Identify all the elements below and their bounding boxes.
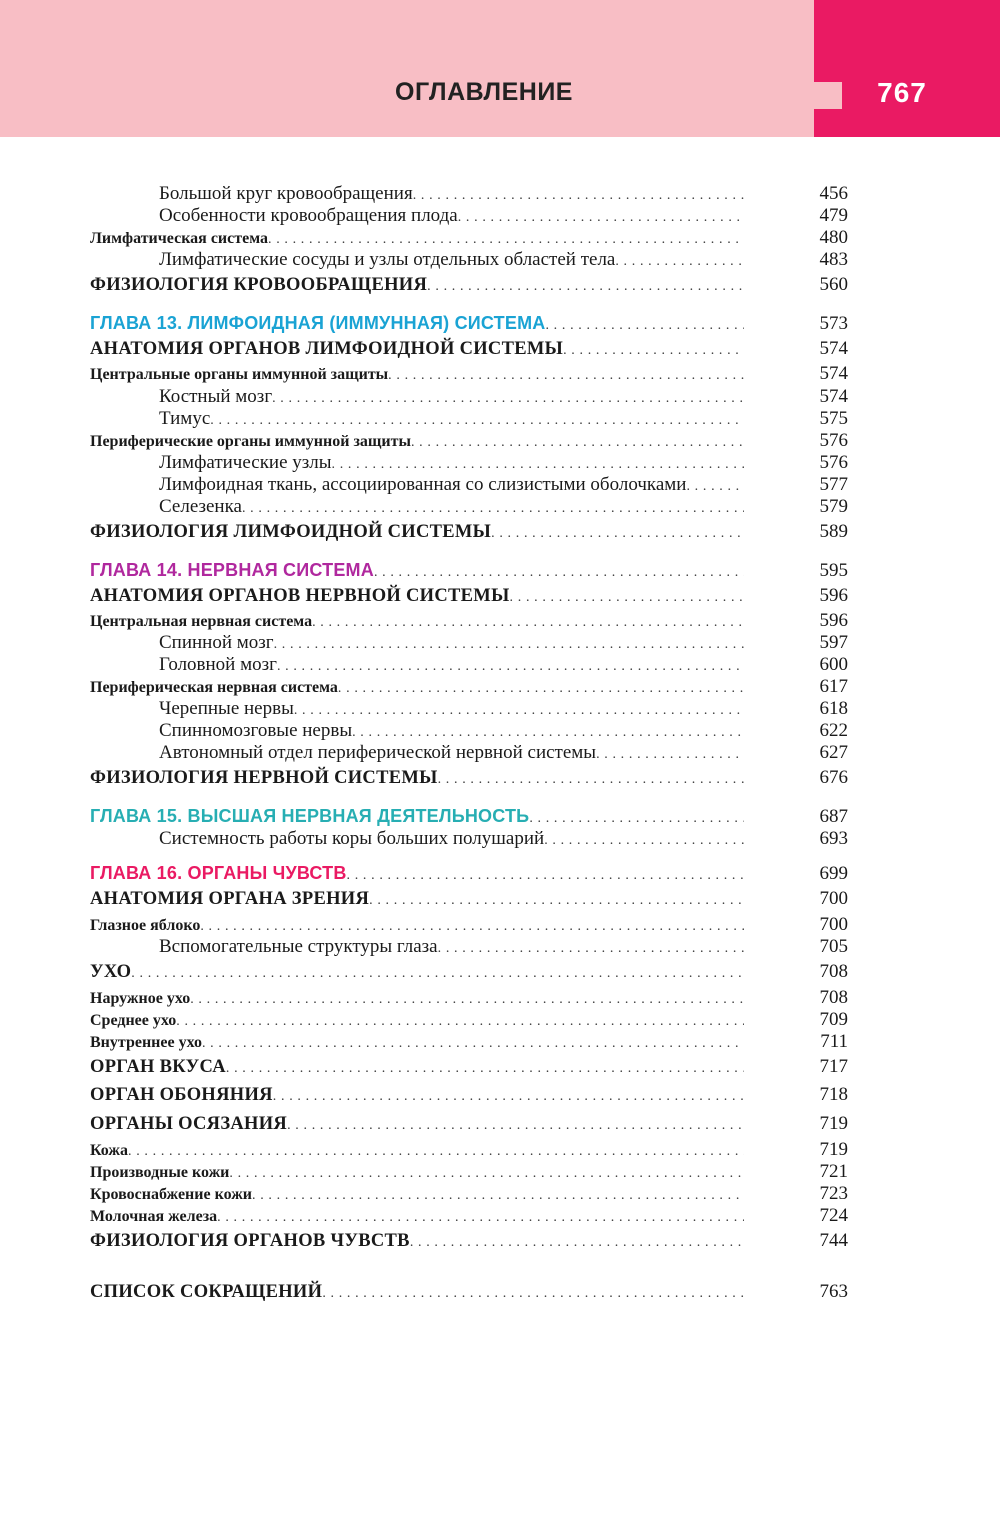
toc-entry-label: Кожа (90, 1142, 129, 1159)
toc-entry (90, 1113, 848, 1137)
toc-entry (90, 1056, 848, 1080)
toc-leader-dots (410, 1233, 744, 1251)
toc-entry-label: ФИЗИОЛОГИЯ КРОВООБРАЩЕНИЯ (90, 275, 428, 295)
toc-entry (159, 386, 848, 410)
toc-leader-dots (217, 1208, 743, 1226)
toc-leader-dots (374, 563, 744, 581)
toc-leader-dots (190, 990, 743, 1008)
toc-leader-dots (312, 613, 743, 631)
toc-leader-dots (491, 524, 743, 542)
toc-entry (159, 452, 848, 476)
toc-entry (159, 496, 848, 520)
toc-entry-page: 600 (819, 654, 848, 675)
toc-leader-dots (202, 1034, 744, 1052)
toc-leader-dots (287, 1116, 743, 1134)
toc-leader-dots (131, 964, 743, 982)
toc-entry-label: Вспомогательные структуры глаза (159, 936, 438, 957)
toc-entry-page: 711 (820, 1031, 848, 1052)
toc-entry-label: Головной мозг (159, 654, 277, 675)
page-number: 767 (877, 77, 927, 108)
toc-entry-label: Костный мозг (159, 386, 273, 407)
toc-leader-dots (226, 1059, 744, 1077)
toc-entry (90, 1161, 848, 1185)
toc-entry (90, 1084, 848, 1108)
toc-entry (90, 987, 848, 1011)
toc-entry (159, 474, 848, 498)
toc-entry-page: 687 (819, 806, 848, 827)
toc-entry-label: АНАТОМИЯ ОРГАНОВ НЕРВНОЙ СИСТЕМЫ (90, 586, 510, 606)
toc-leader-dots (242, 499, 744, 517)
toc-entry-label: ГЛАВА 15. ВЫСШАЯ НЕРВНАЯ ДЕЯТЕЛЬНОСТЬ (90, 806, 530, 826)
toc-leader-dots (268, 230, 744, 248)
toc-entry-page: 744 (819, 1230, 848, 1251)
toc-leader-dots (128, 1142, 743, 1160)
toc-entry-page: 577 (819, 474, 848, 495)
toc-entry-label: ФИЗИОЛОГИЯ ОРГАНОВ ЧУВСТВ (90, 1231, 410, 1251)
toc-entry-label: АНАТОМИЯ ОРГАНОВ ЛИМФОИДНОЙ СИСТЕМЫ (90, 339, 564, 359)
toc-leader-dots (411, 433, 744, 451)
toc-entry (90, 1009, 848, 1033)
toc-entry-page: 479 (819, 205, 848, 226)
toc-entry (159, 936, 848, 960)
toc-entry-page: 574 (819, 386, 848, 407)
toc-entry (90, 338, 848, 362)
toc-entry-page: 724 (819, 1205, 848, 1226)
toc-leader-dots (252, 1186, 743, 1204)
toc-leader-dots (338, 679, 744, 697)
toc-entry (90, 961, 848, 985)
toc-entry (159, 249, 848, 273)
toc-entry (159, 742, 848, 766)
toc-entry-label: Автономный отдел периферической нервной системы (159, 742, 597, 763)
toc-entry-page: 480 (819, 227, 848, 248)
toc-entry-label: Центральные органы иммунной защиты (90, 366, 389, 383)
toc-entry-page: 622 (819, 720, 848, 741)
toc-entry-label: Спинномозговые нервы (159, 720, 353, 741)
toc-entry (90, 1205, 848, 1229)
toc-entry (90, 1139, 848, 1163)
toc-entry (90, 274, 848, 298)
toc-entry (90, 914, 848, 938)
toc-entry-page: 709 (819, 1009, 848, 1030)
toc-entry-page: 693 (819, 828, 848, 849)
toc-entry (159, 698, 848, 722)
toc-leader-dots (686, 477, 743, 495)
toc-entry-label: Лимфатические узлы (159, 452, 332, 473)
toc-entry-page: 708 (819, 987, 848, 1008)
toc-entry-page: 595 (819, 560, 848, 581)
toc-leader-dots (369, 891, 743, 909)
toc-entry-page: 483 (819, 249, 848, 270)
toc-entry-label: ОРГАН ВКУСА (90, 1057, 226, 1077)
toc-entry-page: 700 (819, 914, 848, 935)
toc-entry-label: Селезенка (159, 496, 242, 517)
toc-leader-dots (438, 939, 744, 957)
toc-entry-page: 575 (819, 408, 848, 429)
toc-leader-dots (272, 389, 743, 407)
toc-entry-label: Кровоснабжение кожи (90, 1186, 253, 1203)
toc-entry-page: 597 (819, 632, 848, 653)
toc-entry-page: 676 (819, 767, 848, 788)
toc-entry-page: 579 (819, 496, 848, 517)
toc-leader-dots (274, 635, 744, 653)
toc-entry (90, 227, 848, 251)
toc-entry (90, 863, 848, 887)
toc-entry-page: 721 (819, 1161, 848, 1182)
toc-entry-page: 574 (819, 363, 848, 384)
toc-entry-label: Молочная железа (90, 1208, 218, 1225)
toc-leader-dots (563, 341, 743, 359)
toc-entry (159, 654, 848, 678)
toc-entry-page: 560 (819, 274, 848, 295)
toc-entry-page: 699 (819, 863, 848, 884)
toc-leader-dots (510, 588, 744, 606)
toc-entry-page: 705 (819, 936, 848, 957)
toc-entry-page: 719 (819, 1139, 848, 1160)
toc-entry-page: 717 (819, 1056, 848, 1077)
toc-entry (90, 610, 848, 634)
toc-entry (90, 888, 848, 912)
toc-leader-dots (388, 366, 743, 384)
toc-entry-label: СПИСОК СОКРАЩЕНИЙ (90, 1282, 323, 1302)
toc-entry-page: 617 (819, 676, 848, 697)
toc-entry (90, 313, 848, 337)
toc-entry-label: Большой круг кровообращения (159, 183, 413, 204)
toc-entry-label: ОРГАНЫ ОСЯЗАНИЯ (90, 1114, 288, 1134)
toc-entry-label: ГЛАВА 16. ОРГАНЫ ЧУВСТВ (90, 863, 347, 883)
toc-leader-dots (438, 770, 744, 788)
toc-entry (90, 806, 848, 830)
toc-entry (90, 1183, 848, 1207)
toc-entry-page: 723 (819, 1183, 848, 1204)
toc-entry-page: 589 (819, 521, 848, 542)
toc-entry-label: Периферические органы иммунной защиты (90, 433, 411, 450)
toc-leader-dots (273, 1087, 744, 1105)
toc-entry (90, 767, 848, 791)
toc-entry-label: УХО (90, 962, 132, 982)
toc-entry-label: АНАТОМИЯ ОРГАНА ЗРЕНИЯ (90, 889, 370, 909)
toc-entry-page: 456 (819, 183, 848, 204)
toc-entry-page: 574 (819, 338, 848, 359)
toc-entry (90, 1230, 848, 1254)
toc-entry-label: Тимус (159, 408, 211, 429)
toc-entry-page: 763 (819, 1281, 848, 1302)
toc-entry-label: Центральная нервная система (90, 613, 313, 630)
toc-leader-dots (545, 316, 743, 334)
toc-entry (90, 521, 848, 545)
toc-entry-label: Производные кожи (90, 1164, 230, 1181)
toc-entry-label: Системность работы коры больших полушарий (159, 828, 545, 849)
toc-entry-label: Особенности кровообращения плода (159, 205, 458, 226)
toc-entry-page: 627 (819, 742, 848, 763)
toc-leader-dots (210, 411, 743, 429)
toc-entry-page: 576 (819, 430, 848, 451)
toc-entry-page: 596 (819, 610, 848, 631)
toc-leader-dots (529, 809, 743, 827)
toc-entry-label: Среднее ухо (90, 1012, 177, 1029)
toc-entry-label: Лимфатические сосуды и узлы отдельных областей тела (159, 249, 616, 270)
toc-leader-dots (277, 657, 744, 675)
toc-entry-label: Периферическая нервная система (90, 679, 338, 696)
toc-leader-dots (229, 1164, 743, 1182)
toc-entry (159, 183, 848, 207)
toc-entry-page: 718 (819, 1084, 848, 1105)
toc-entry-label: ОРГАН ОБОНЯНИЯ (90, 1085, 273, 1105)
toc-entry-label: Внутреннее ухо (90, 1034, 202, 1051)
toc-entry-label: Спинной мозг (159, 632, 274, 653)
toc-leader-dots (458, 208, 744, 226)
toc-leader-dots (332, 455, 744, 473)
toc-entry (90, 560, 848, 584)
toc-leader-dots (200, 917, 743, 935)
toc-entry (159, 632, 848, 656)
toc-entry-page: 708 (819, 961, 848, 982)
toc-entry (90, 1031, 848, 1055)
toc-leader-dots (427, 277, 743, 295)
toc-entry (90, 363, 848, 387)
toc-entry-page: 576 (819, 452, 848, 473)
toc-leader-dots (352, 723, 743, 741)
toc-entry-page: 596 (819, 585, 848, 606)
toc-entry (90, 430, 848, 454)
toc-entry-page: 573 (819, 313, 848, 334)
toc-entry (159, 828, 848, 852)
toc-leader-dots (322, 1284, 743, 1302)
toc-entry-label: ФИЗИОЛОГИЯ НЕРВНОЙ СИСТЕМЫ (90, 768, 438, 788)
toc-leader-dots (544, 831, 743, 849)
page-title: ОГЛАВЛЕНИЕ (395, 78, 573, 106)
toc-entry (90, 676, 848, 700)
toc-entry (90, 1281, 848, 1305)
toc-entry-label: Лимфатическая система (90, 230, 268, 247)
toc-entry (159, 720, 848, 744)
toc-entry-label: ГЛАВА 14. НЕРВНАЯ СИСТЕМА (90, 560, 374, 580)
toc-entry-label: Черепные нервы (159, 698, 294, 719)
toc-leader-dots (347, 866, 744, 884)
toc-entry (159, 408, 848, 432)
toc-entry-label: ГЛАВА 13. ЛИМФОИДНАЯ (ИММУННАЯ) СИСТЕМА (90, 313, 546, 333)
toc-leader-dots (615, 252, 743, 270)
toc-entry (159, 205, 848, 229)
toc-leader-dots (176, 1012, 743, 1030)
toc-leader-dots (294, 701, 744, 719)
toc-entry-label: Глазное яблоко (90, 917, 201, 934)
toc-entry-page: 700 (819, 888, 848, 909)
toc-entry-label: ФИЗИОЛОГИЯ ЛИМФОИДНОЙ СИСТЕМЫ (90, 522, 492, 542)
toc-entry-page: 719 (819, 1113, 848, 1134)
toc-entry-page: 618 (819, 698, 848, 719)
toc-entry-label: Наружное ухо (90, 990, 191, 1007)
toc-leader-dots (596, 745, 743, 763)
toc-leader-dots (413, 186, 744, 204)
toc-entry-label: Лимфоидная ткань, ассоциированная со слизистыми оболочками (159, 474, 687, 495)
toc-entry (90, 585, 848, 609)
